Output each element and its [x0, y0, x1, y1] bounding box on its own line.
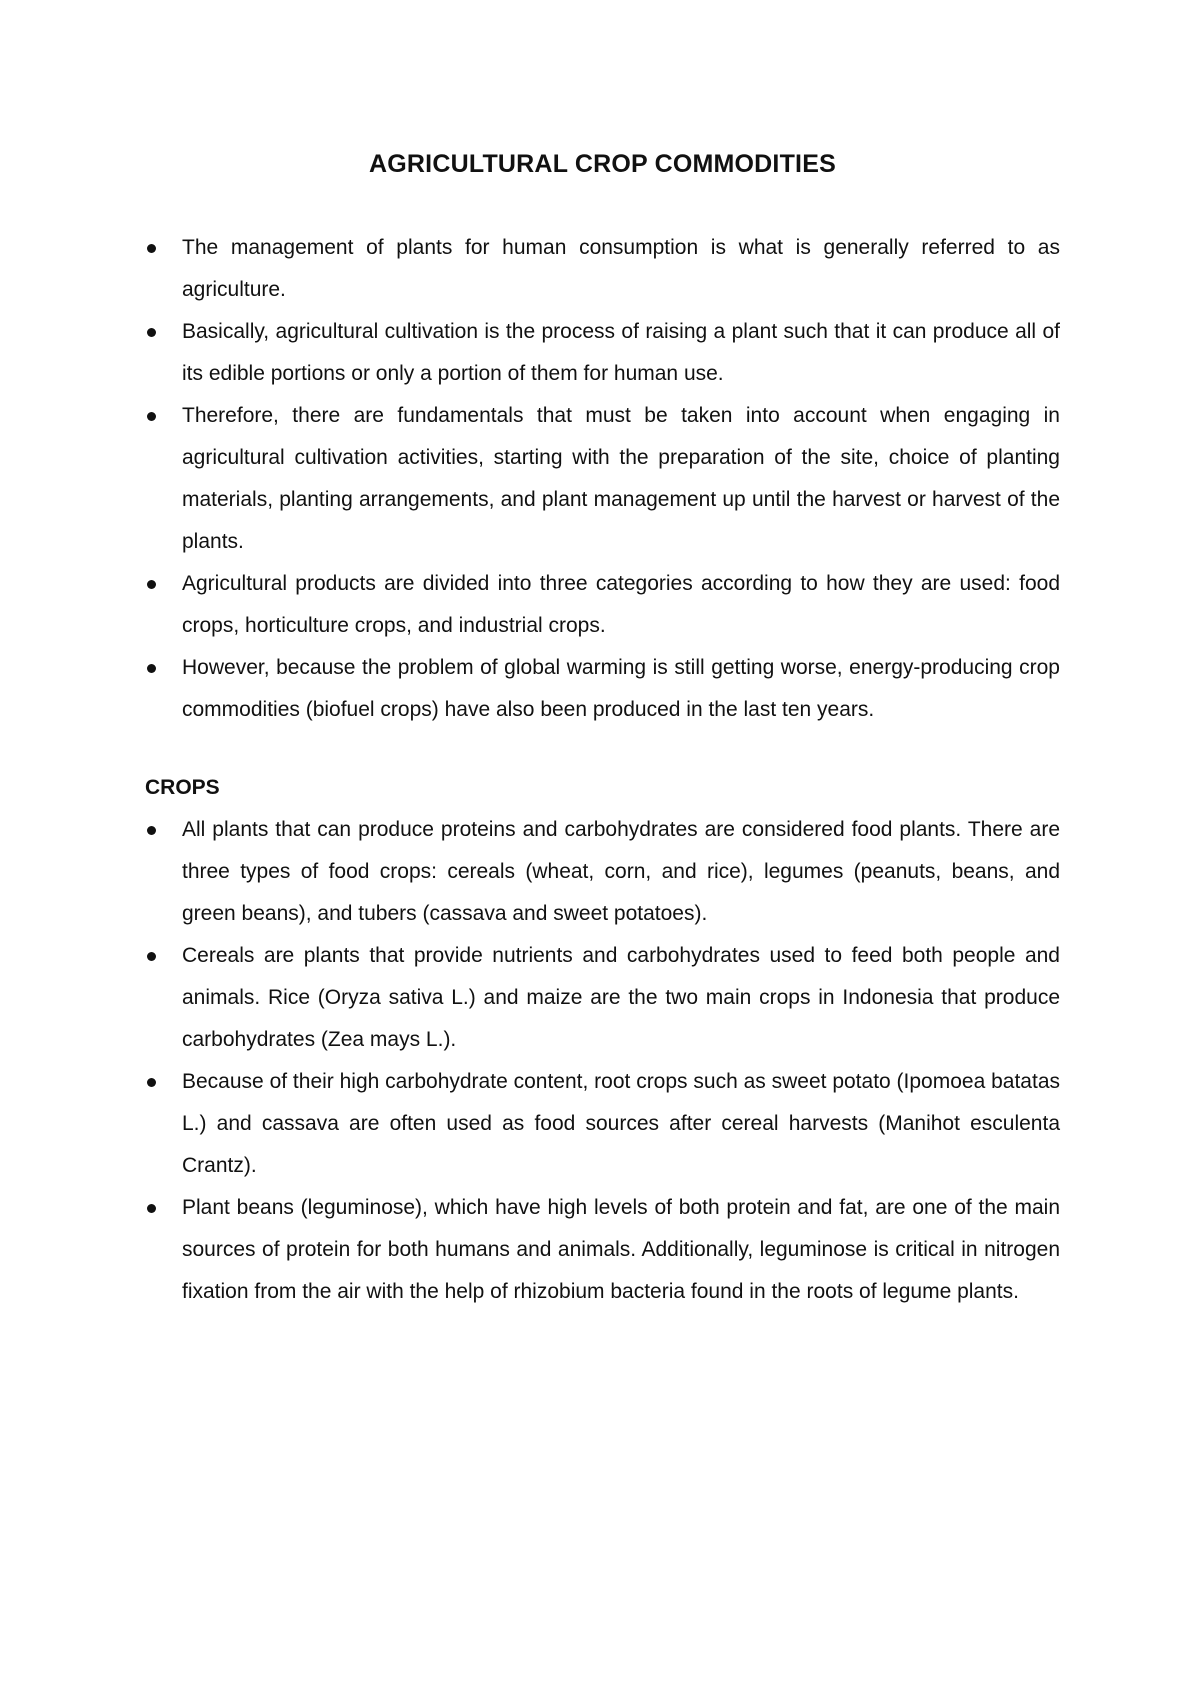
list-item — [145, 311, 1060, 395]
bullet-text: Therefore, there are fundamentals that must be taken into account when engaging in agricultural cultivation activities, starting with the preparation of the site, choice of planting materials, planting arrangements, and plant management up until the harvest or harvest of the plants. — [182, 404, 1060, 553]
document-page — [145, 0, 1060, 1313]
list-item — [145, 227, 1060, 311]
bullet-icon — [147, 580, 156, 589]
list-item — [145, 647, 1060, 731]
bullet-icon — [147, 952, 156, 961]
bullet-text: Basically, agricultural cultivation is the process of raising a plant such that it can produce all of its edible portions or only a portion of them for human use. — [182, 320, 1060, 385]
bullet-icon — [147, 1204, 156, 1213]
crops-heading: CROPS — [145, 776, 220, 799]
bullet-icon — [147, 412, 156, 421]
bullet-text: However, because the problem of global warming is still getting worse, energy-producing crop commodities (biofuel crops) have also been produced in the last ten years. — [182, 656, 1060, 721]
bullet-icon — [147, 244, 156, 253]
list-item — [145, 809, 1060, 935]
bullet-text: All plants that can produce proteins and carbohydrates are considered food plants. There are three types of food crops: cereals (wheat, corn, and rice), legumes (peanuts, beans, and green beans), and tubers (cassava and sweet potatoes). — [182, 818, 1060, 925]
bullet-icon — [147, 664, 156, 673]
crops-bullet-list — [145, 809, 1060, 1313]
bullet-icon — [147, 1078, 156, 1087]
bullet-text: Cereals are plants that provide nutrients and carbohydrates used to feed both people and animals. Rice (Oryza sativa L.) and maize are the two main crops in Indonesia that produce carbohydrates (Zea mays L.). — [182, 944, 1060, 1051]
bullet-text: Agricultural products are divided into three categories according to how they are used: food crops, horticulture crops, and industrial crops. — [182, 572, 1060, 637]
bullet-text: The management of plants for human consumption is what is generally referred to as agriculture. — [182, 236, 1060, 301]
list-item — [145, 1187, 1060, 1313]
list-item — [145, 1061, 1060, 1187]
bullet-text: Because of their high carbohydrate content, root crops such as sweet potato (Ipomoea batatas L.) and cassava are often used as food sources after cereal harvests (Manihot esculenta Crantz). — [182, 1070, 1060, 1177]
list-item — [145, 395, 1060, 563]
intro-bullet-list — [145, 227, 1060, 731]
bullet-text: Plant beans (leguminose), which have high levels of both protein and fat, are one of the main sources of protein for both humans and animals. Additionally, leguminose is critical in nitrogen fixation from the air with the help of rhizobium bacteria found in the roots of legume plants. — [182, 1196, 1060, 1303]
list-item — [145, 935, 1060, 1061]
list-item — [145, 563, 1060, 647]
bullet-icon — [147, 328, 156, 337]
document-title: AGRICULTURAL CROP COMMODITIES — [369, 150, 836, 178]
bullet-icon — [147, 826, 156, 835]
